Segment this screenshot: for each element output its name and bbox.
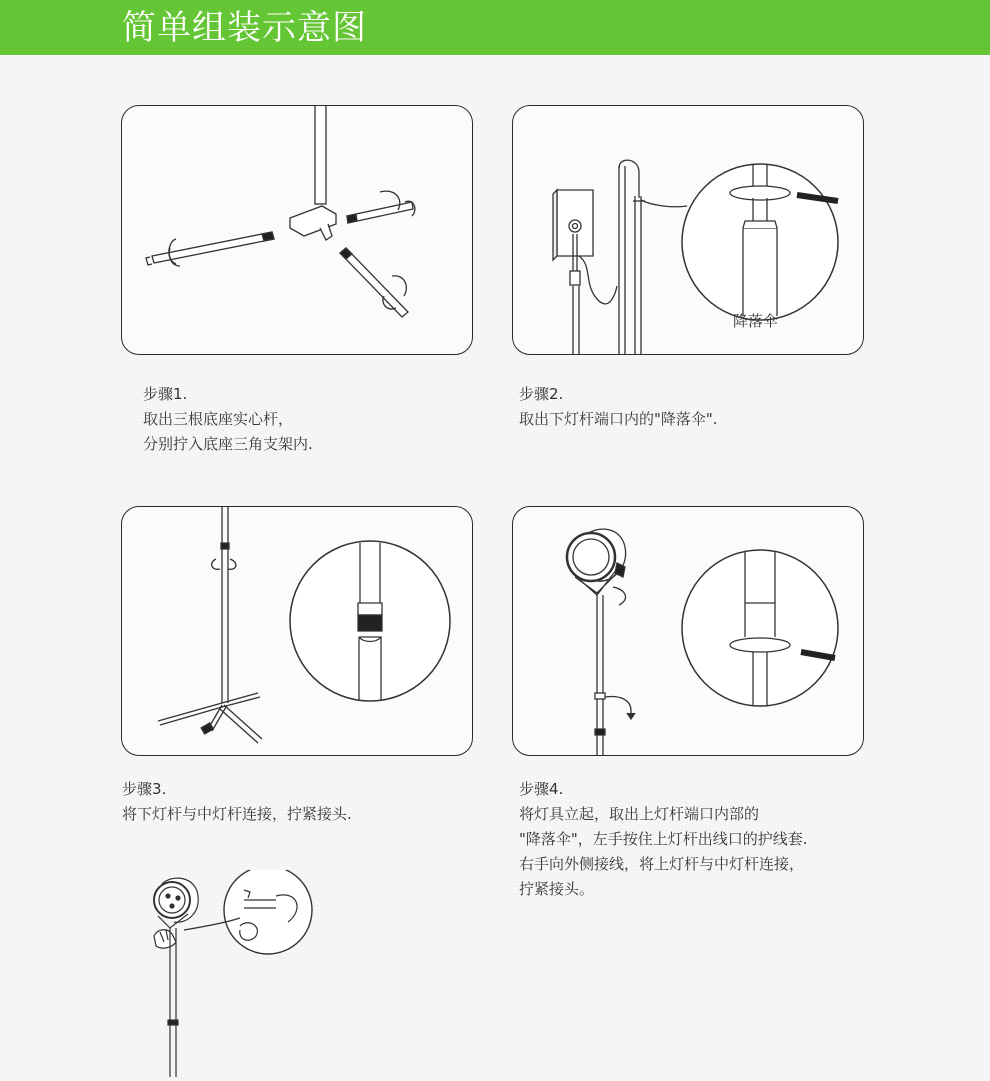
- step-3-caption: [122, 777, 352, 827]
- wiring-illustration: [148, 870, 318, 1081]
- lamp-wiring-drawing: [148, 870, 318, 1077]
- parachute-label: 降落伞: [733, 312, 779, 330]
- step-1-illustration: [121, 105, 473, 355]
- parachute-removal-drawing: [513, 106, 863, 354]
- step-line: 取出下灯杆端口内的"降落伞".: [519, 410, 718, 428]
- tripod-base-assembly-drawing: [122, 106, 472, 354]
- step-3-illustration: [121, 506, 473, 756]
- step-4-illustration: [512, 506, 864, 756]
- page-title: 简单组装示意图: [122, 8, 367, 48]
- step-line: 将下灯杆与中灯杆连接，拧紧接头.: [122, 805, 352, 823]
- step-title: 步骤1.: [143, 385, 188, 403]
- step-title: 步骤4.: [519, 780, 564, 798]
- header-banner: [0, 0, 990, 55]
- step-title: 步骤2.: [519, 385, 564, 403]
- step-line: 右手向外侧接线，将上灯杆与中灯杆连接，: [519, 855, 805, 873]
- step-4-caption: [519, 777, 808, 902]
- step-title: 步骤3.: [122, 780, 167, 798]
- step-2-caption: [519, 382, 718, 432]
- pole-connection-drawing: [122, 507, 472, 755]
- step-2-illustration: [512, 105, 864, 355]
- step-line: 分别拧入底座三角支架内.: [143, 435, 313, 453]
- step-1-caption: [143, 382, 313, 457]
- step-line: "降落伞"，左手按住上灯杆出线口的护线套.: [519, 830, 808, 848]
- step-line: 拧紧接头。: [519, 880, 595, 898]
- step-line: 将灯具立起，取出上灯杆端口内部的: [519, 805, 760, 823]
- step-line: 取出三根底座实心杆，: [143, 410, 294, 428]
- lamp-standing-drawing: [513, 507, 863, 755]
